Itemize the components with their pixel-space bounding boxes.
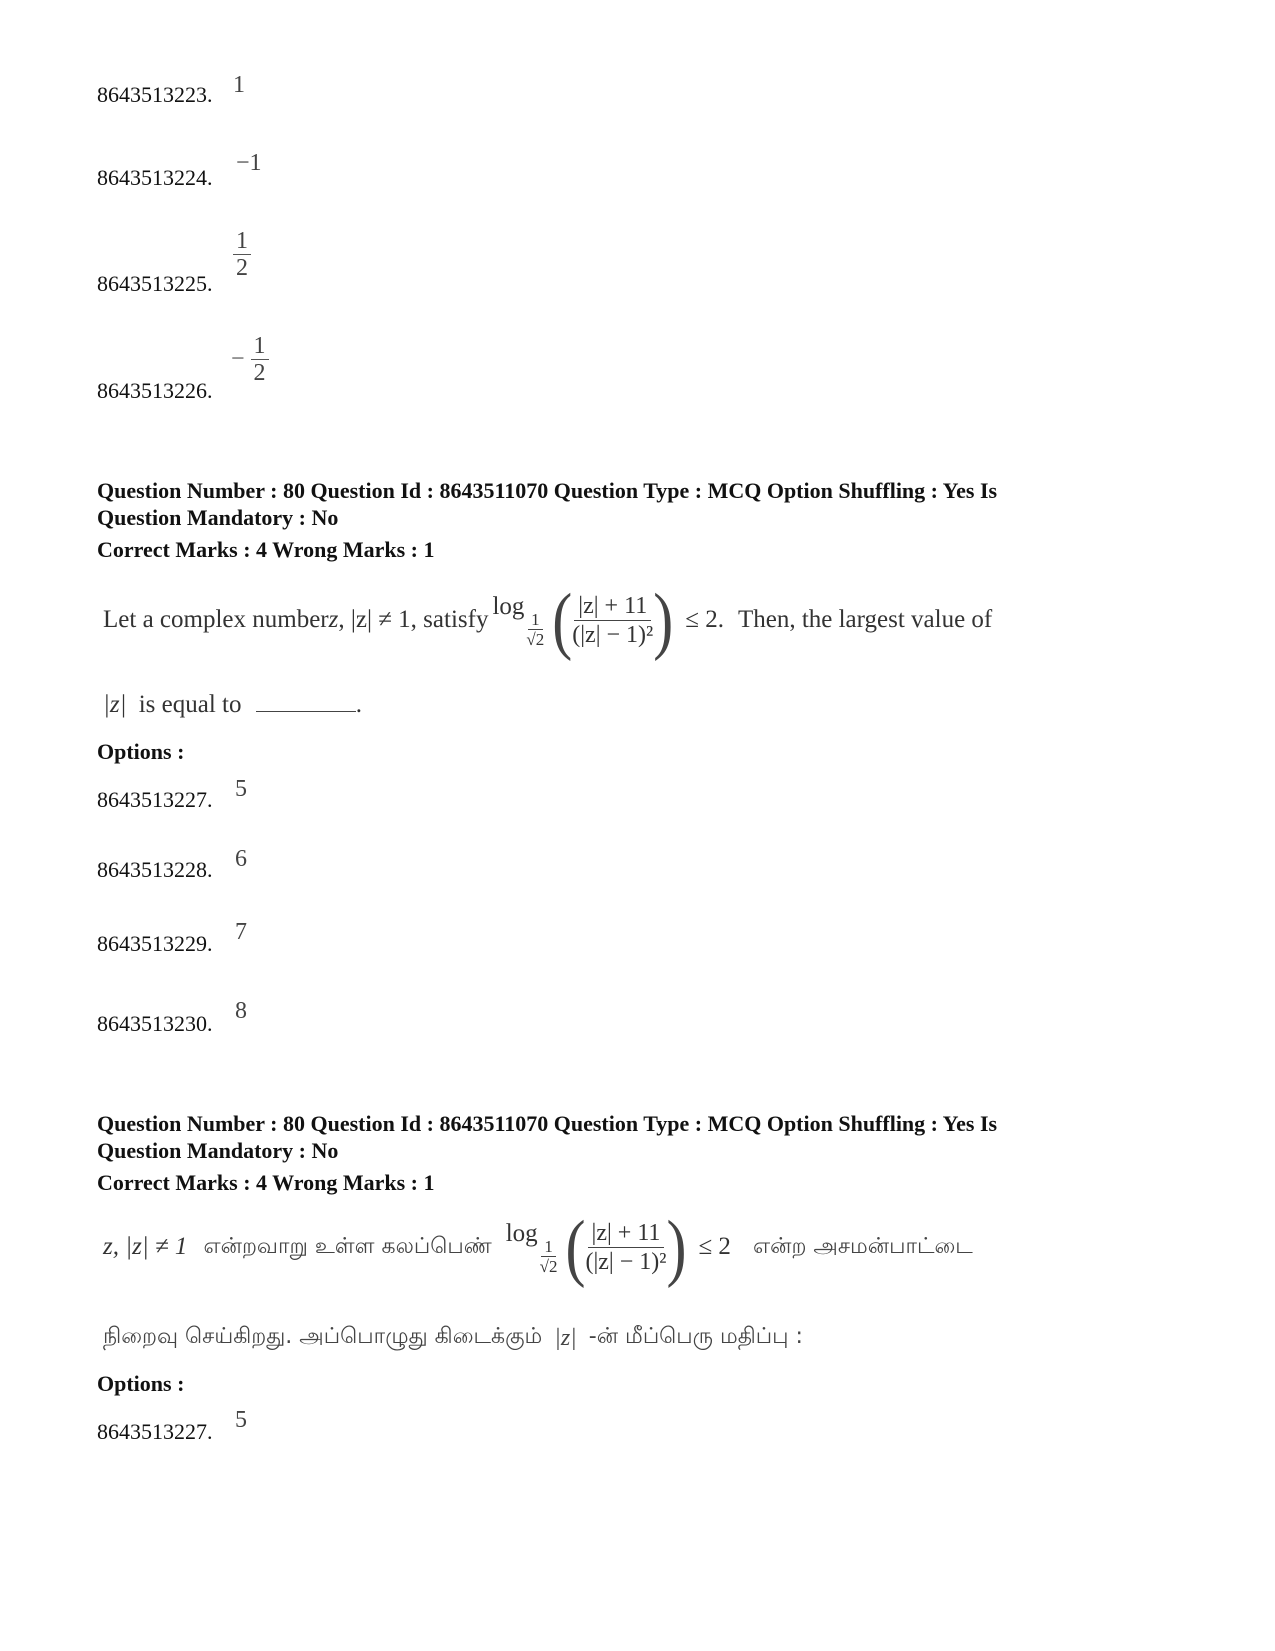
option-id: 8643513227. [97, 787, 213, 812]
z-absolute: |z| [554, 1324, 577, 1351]
inequality: ≤ 2. [685, 606, 724, 633]
option-value: 5 [235, 1407, 247, 1433]
left-paren: ( [565, 1205, 586, 1289]
inequality: ≤ 2 [698, 1233, 731, 1260]
tamil-text-line2b: -ன் மீப்பெரு மதிப்பு : [588, 1324, 803, 1349]
question-text-line2: |z| is equal to . [103, 691, 362, 718]
tamil-text-part1: என்றவாறு உள்ள கலப்பெண் [203, 1234, 492, 1259]
fraction-denominator: (|z| − 1)² [585, 1248, 667, 1275]
log-base-denominator: √2 [539, 1256, 558, 1276]
fraction-numerator: 1 [251, 333, 269, 360]
z-absolute: |z| [103, 691, 127, 718]
log-expression [506, 1219, 558, 1276]
question-text-start: Let a complex number [103, 606, 329, 633]
option-value: 8 [235, 998, 247, 1024]
question-text [103, 580, 992, 660]
question-header [97, 477, 1157, 531]
question-header [97, 1110, 1157, 1164]
option-value: 5 [235, 776, 247, 802]
option-id: 8643513224. [97, 165, 213, 190]
right-paren: ) [666, 1205, 687, 1289]
fraction-denominator: 2 [236, 255, 248, 281]
question-text-tamil [103, 1207, 973, 1287]
option-id: 8643513230. [97, 1011, 213, 1036]
option-id: 8643513226. [97, 378, 213, 403]
log-base [540, 1237, 558, 1276]
fraction-numerator: |z| + 11 [588, 1219, 665, 1248]
log-label: log [505, 1219, 538, 1247]
question-header-line2: Question Mandatory : No [97, 1138, 339, 1163]
log-base-denominator: √2 [526, 629, 545, 649]
question-header-line1: Question Number : 80 Question Id : 8643511070 Question Type : MCQ Option Shuffling : Yes Is [97, 1111, 998, 1136]
fraction-denominator: 2 [253, 360, 266, 386]
option-id: 8643513225. [97, 271, 213, 296]
log-base [526, 610, 544, 649]
log-expression [492, 592, 544, 649]
right-paren: ) [653, 578, 674, 662]
option-value: 7 [235, 919, 247, 945]
z-condition: z, |z| ≠ 1 [103, 1233, 188, 1260]
log-base-numerator: 1 [541, 1237, 556, 1257]
left-paren: ( [552, 578, 573, 662]
log-argument-fraction [585, 1219, 666, 1276]
question-condition: , |z| ≠ 1, satisfy [338, 606, 489, 633]
option-id: 8643513229. [97, 931, 213, 956]
fraction-numerator: 1 [233, 228, 251, 255]
options-label: Options : [97, 739, 185, 764]
z-variable: z [328, 606, 339, 633]
minus-sign: − [231, 346, 245, 372]
question-marks: Correct Marks : 4 Wrong Marks : 1 [97, 1170, 435, 1195]
tamil-text-part2: என்ற அசமன்பாட்டை [752, 1234, 973, 1259]
question-text-end: Then, the largest value of [737, 606, 993, 633]
option-id: 8643513228. [97, 857, 213, 882]
option-value: 1 [233, 72, 245, 98]
question-text-tamil-line2 [103, 1324, 803, 1352]
options-label: Options : [97, 1371, 185, 1396]
fraction-denominator: (|z| − 1)² [572, 621, 654, 648]
question-header-line2: Question Mandatory : No [97, 505, 339, 530]
question-text-line2-words: is equal to [138, 691, 242, 718]
log-argument-fraction [572, 592, 653, 649]
log-base-numerator: 1 [528, 610, 543, 630]
option-id: 8643513223. [97, 82, 213, 107]
question-header-line1: Question Number : 80 Question Id : 8643511070 Question Type : MCQ Option Shuffling : Yes Is [97, 478, 998, 503]
option-fraction-negative [231, 333, 269, 386]
tamil-text-line2a: நிறைவு செய்கிறது. அப்பொழுது கிடைக்கும் [103, 1324, 543, 1349]
option-value: 6 [235, 846, 247, 872]
fraction-numerator: |z| + 11 [574, 592, 651, 621]
log-label: log [492, 592, 525, 620]
option-value: −1 [236, 150, 262, 176]
question-marks: Correct Marks : 4 Wrong Marks : 1 [97, 537, 435, 562]
option-fraction [233, 228, 251, 281]
answer-blank [256, 693, 356, 712]
option-id: 8643513227. [97, 1419, 213, 1444]
